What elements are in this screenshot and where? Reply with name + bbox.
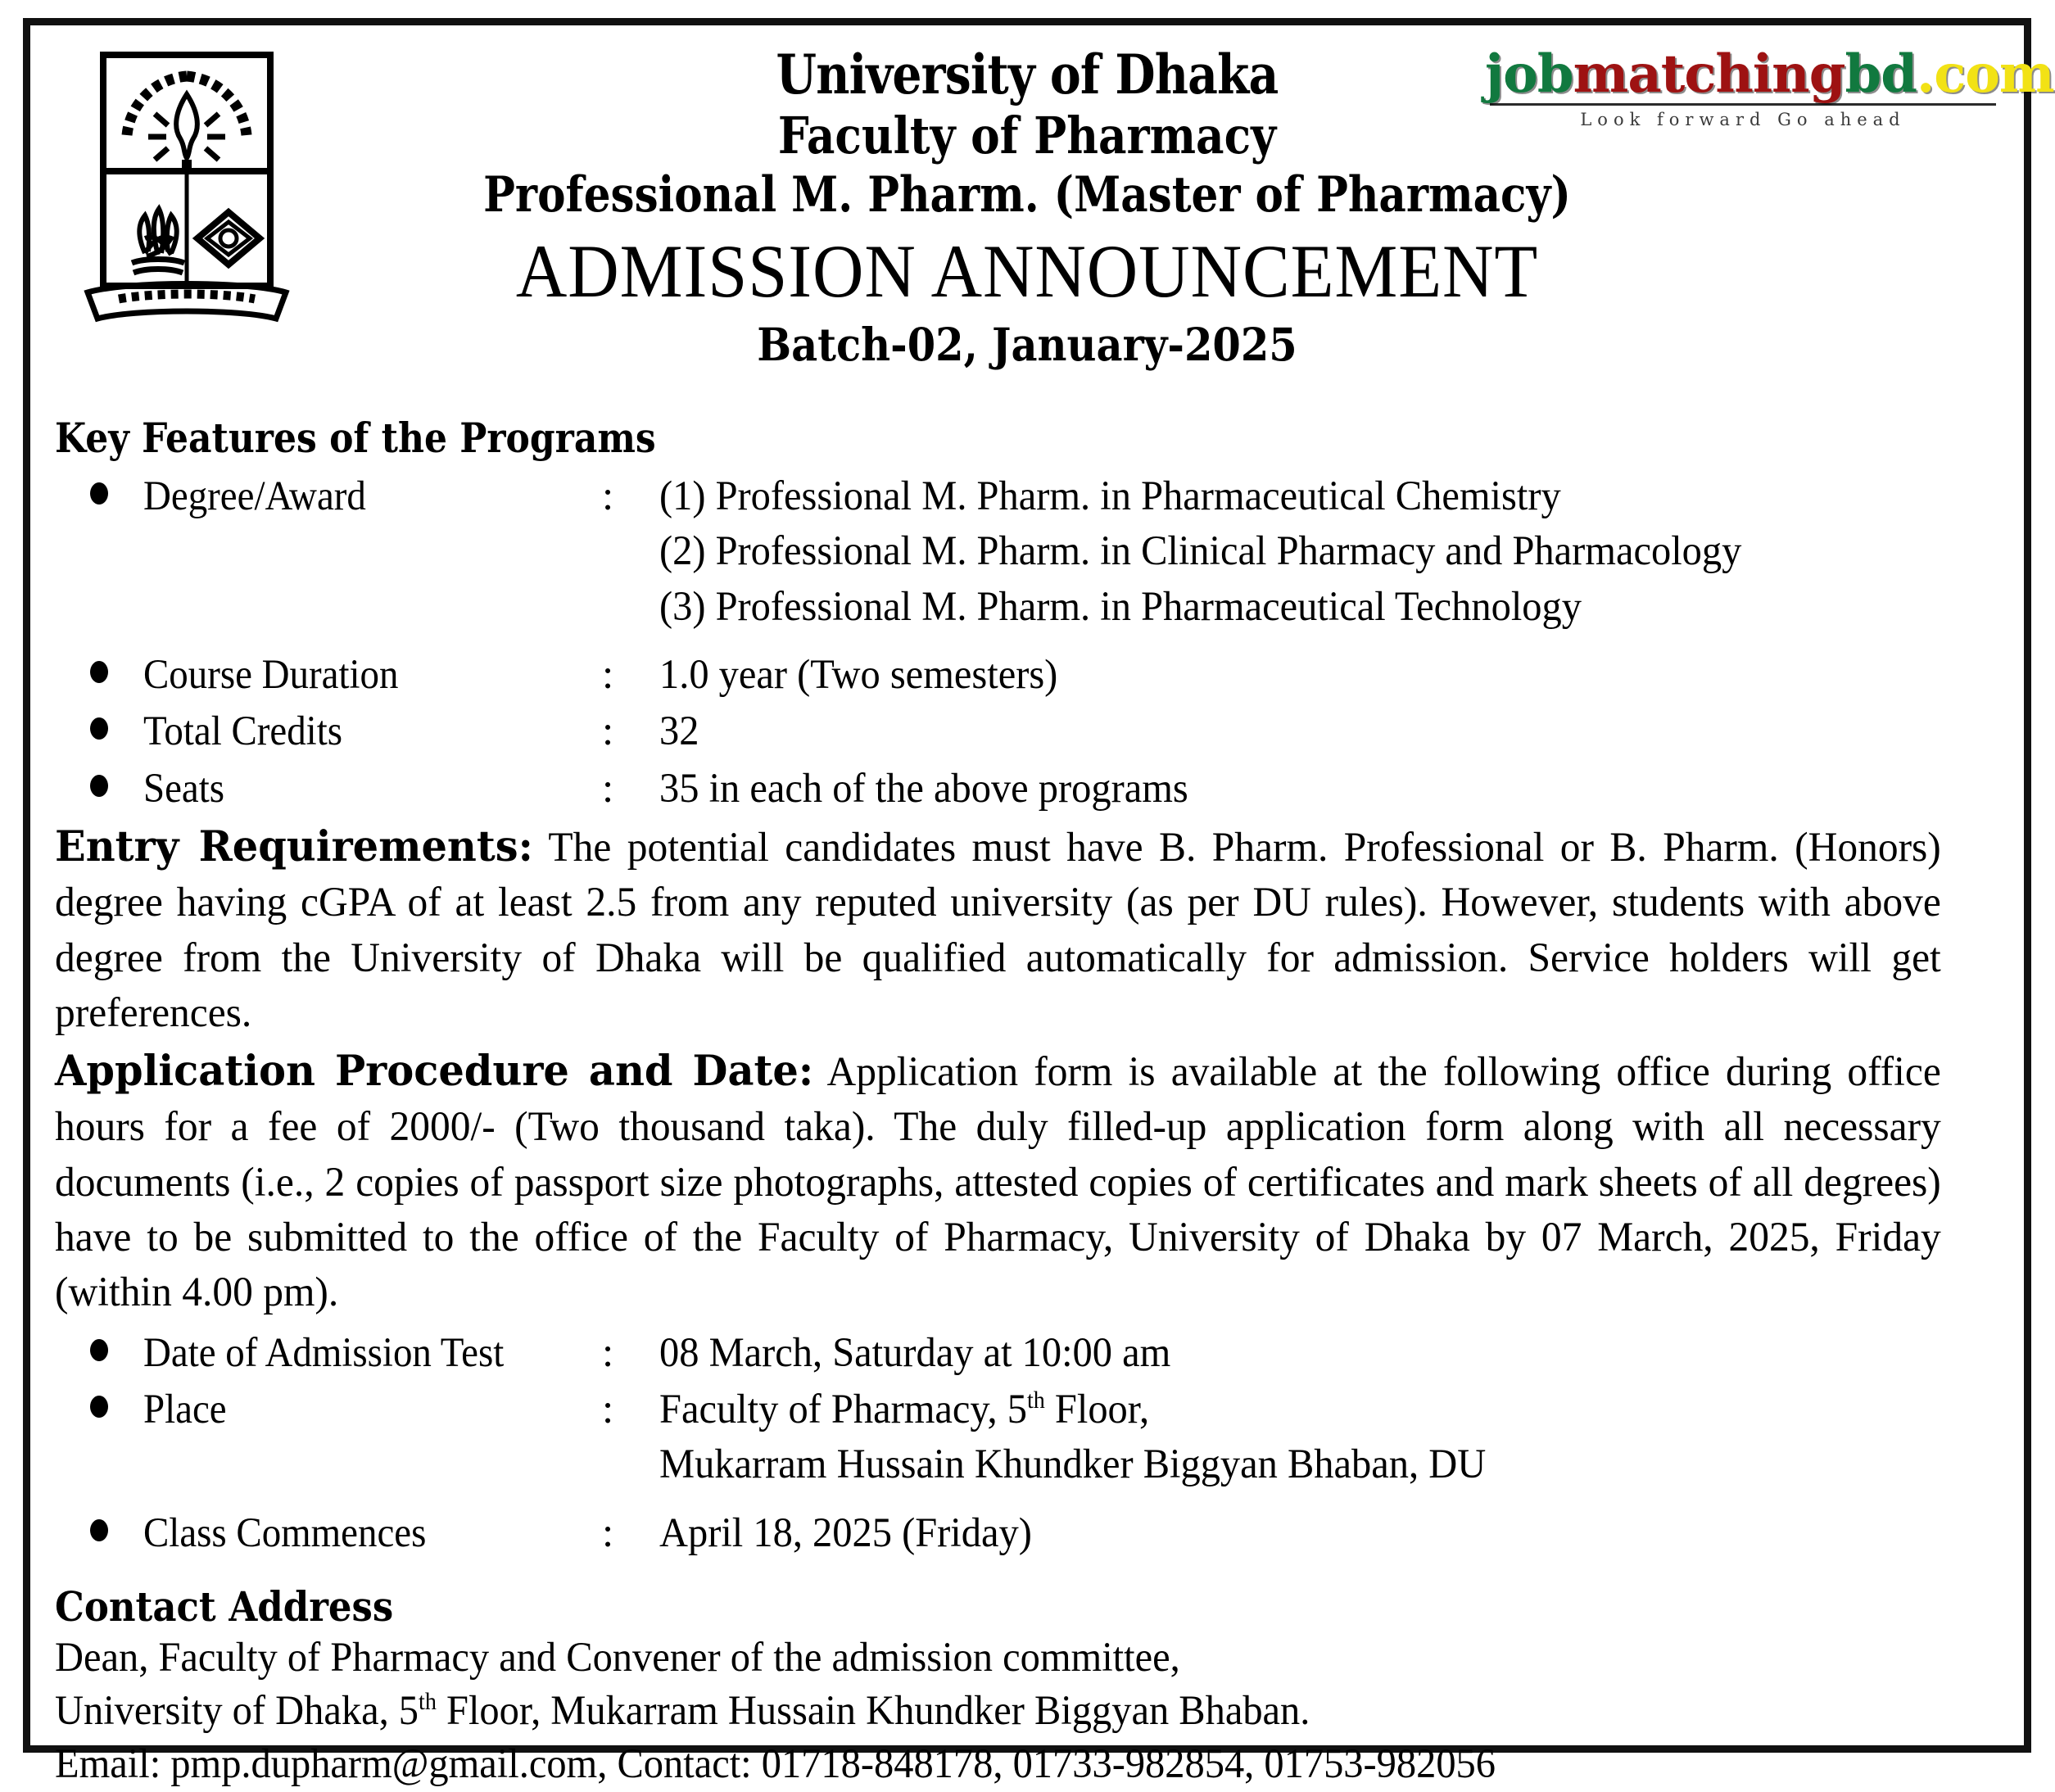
address-ordinal-suffix: th xyxy=(419,1689,437,1716)
place-suffix: Floor, xyxy=(1044,1387,1150,1432)
row-colon: : xyxy=(602,1509,614,1556)
bullet-icon xyxy=(55,1506,143,1545)
place-prefix: Faculty of Pharmacy, 5 xyxy=(659,1387,1027,1432)
row-value xyxy=(659,469,1932,635)
brand-seg-matching: matching xyxy=(1573,43,1845,105)
row-label: Class Commences xyxy=(143,1509,427,1556)
key-features-list xyxy=(55,469,1999,817)
brand-seg-job: job xyxy=(1485,43,1573,105)
row-value: 08 March, Saturday at 10:00 am xyxy=(659,1329,1171,1376)
row-label: Course Duration xyxy=(143,651,399,698)
entry-requirements-paragraph xyxy=(55,820,1941,1041)
application-procedure-label: Application Procedure and Date: xyxy=(55,1047,814,1097)
bullet-icon xyxy=(55,1382,143,1422)
bullet-icon xyxy=(55,469,143,509)
row-label: Degree/Award xyxy=(143,473,366,519)
university-name: University of Dhaka xyxy=(776,43,1279,106)
row-colon: : xyxy=(602,651,614,698)
address-prefix: University of Dhaka, 5 xyxy=(55,1688,419,1735)
poster-body xyxy=(52,415,2003,1792)
entry-requirements-text: The potential candidates must have B. Pharm. Professional or B. Pharm. (Honors) degree having cGPA of at least 2.5 from any reputed university (as per DU rules). However, students with above degree from the University of Dhaka will be qualified automatically for admission. Service holders will get preferences. xyxy=(55,824,1941,1036)
list-item xyxy=(55,469,1999,635)
university-crest-icon xyxy=(76,48,297,335)
application-procedure-paragraph xyxy=(55,1044,1941,1321)
contact-address-block xyxy=(55,1582,1999,1792)
degree-option-3: (3) Professional M. Pharm. in Pharmaceutical Technology xyxy=(659,583,1582,630)
application-procedure-text: Application form is available at the following office during office hours for a fee of 2000/- (Two thousand taka). The duly filled-up application form along with all necessary documents (i.e., 2 copies of passport size photographs, attested copies of certificates and mark sheets of all degrees) have to be submitted to the office of the Faculty of Pharmacy, University of Dhaka by 07 March, 2025, Friday (within 4.00 pm). xyxy=(55,1049,1941,1316)
row-value: 32 xyxy=(659,708,699,755)
row-label: Place xyxy=(143,1387,227,1432)
bullet-icon xyxy=(55,704,143,744)
contact-line-dean: Dean, Faculty of Pharmacy and Convener of the admission committee, xyxy=(55,1634,1180,1681)
schedule-list xyxy=(55,1326,1999,1561)
row-value xyxy=(659,1382,1932,1493)
program-name: Professional M. Pharm. (Master of Pharmacy) xyxy=(483,166,1571,224)
contact-line-address xyxy=(55,1685,1902,1738)
list-item xyxy=(55,1506,1999,1561)
contact-address-heading: Contact Address xyxy=(55,1582,394,1631)
row-label: Seats xyxy=(143,765,225,812)
row-colon: : xyxy=(602,473,614,519)
list-item xyxy=(55,648,1999,703)
row-colon: : xyxy=(602,1387,614,1432)
entry-requirements-label: Entry Requirements: xyxy=(55,821,533,871)
row-label: Total Credits xyxy=(143,708,343,755)
place-line-1 xyxy=(659,1382,1932,1437)
brand-seg-com: .com xyxy=(1916,43,2054,105)
place-line-2: Mukarram Hussain Khundker Biggyan Bhaban, DU xyxy=(659,1441,1487,1488)
list-item xyxy=(55,762,1999,817)
title-block xyxy=(297,45,1757,372)
bullet-icon xyxy=(55,648,143,687)
bullet-icon xyxy=(55,762,143,801)
brand-tagline: Look forward Go ahead xyxy=(1580,110,1906,129)
address-suffix: Floor, Mukarram Hussain Khundker Biggyan Bhaban. xyxy=(436,1688,1310,1735)
faculty-name: Faculty of Pharmacy xyxy=(777,105,1277,165)
place-ordinal-suffix: th xyxy=(1026,1387,1045,1414)
row-colon: : xyxy=(602,708,614,755)
row-value: 35 in each of the above programs xyxy=(659,765,1188,812)
row-value: April 18, 2025 (Friday) xyxy=(659,1509,1032,1556)
contact-line-email-phone: Email: pmp.dupharm@gmail.com, Contact: 01718-848178, 01733-982854, 01753-982056 xyxy=(55,1741,1496,1788)
key-features-heading: Key Features of the Programs xyxy=(55,414,656,462)
announcement-title: ADMISSION ANNOUNCEMENT xyxy=(515,229,1539,314)
list-item xyxy=(55,1326,1999,1381)
row-label: Date of Admission Test xyxy=(143,1329,505,1376)
brand-seg-bd: bd xyxy=(1845,43,1917,105)
bullet-icon xyxy=(55,1326,143,1365)
list-item xyxy=(55,704,1999,759)
degree-option-1: (1) Professional M. Pharm. in Pharmaceutical Chemistry xyxy=(659,473,1561,519)
batch-label: Batch-02, January-2025 xyxy=(757,317,1297,371)
degree-option-2: (2) Professional M. Pharm. in Clinical Pharmacy and Pharmacology xyxy=(659,528,1742,575)
announcement-poster xyxy=(23,18,2054,1788)
row-colon: : xyxy=(602,765,614,812)
row-value: 1.0 year (Two semesters) xyxy=(659,651,1058,698)
list-item xyxy=(55,1382,1999,1493)
poster-header xyxy=(52,30,2054,415)
row-colon: : xyxy=(602,1329,614,1376)
